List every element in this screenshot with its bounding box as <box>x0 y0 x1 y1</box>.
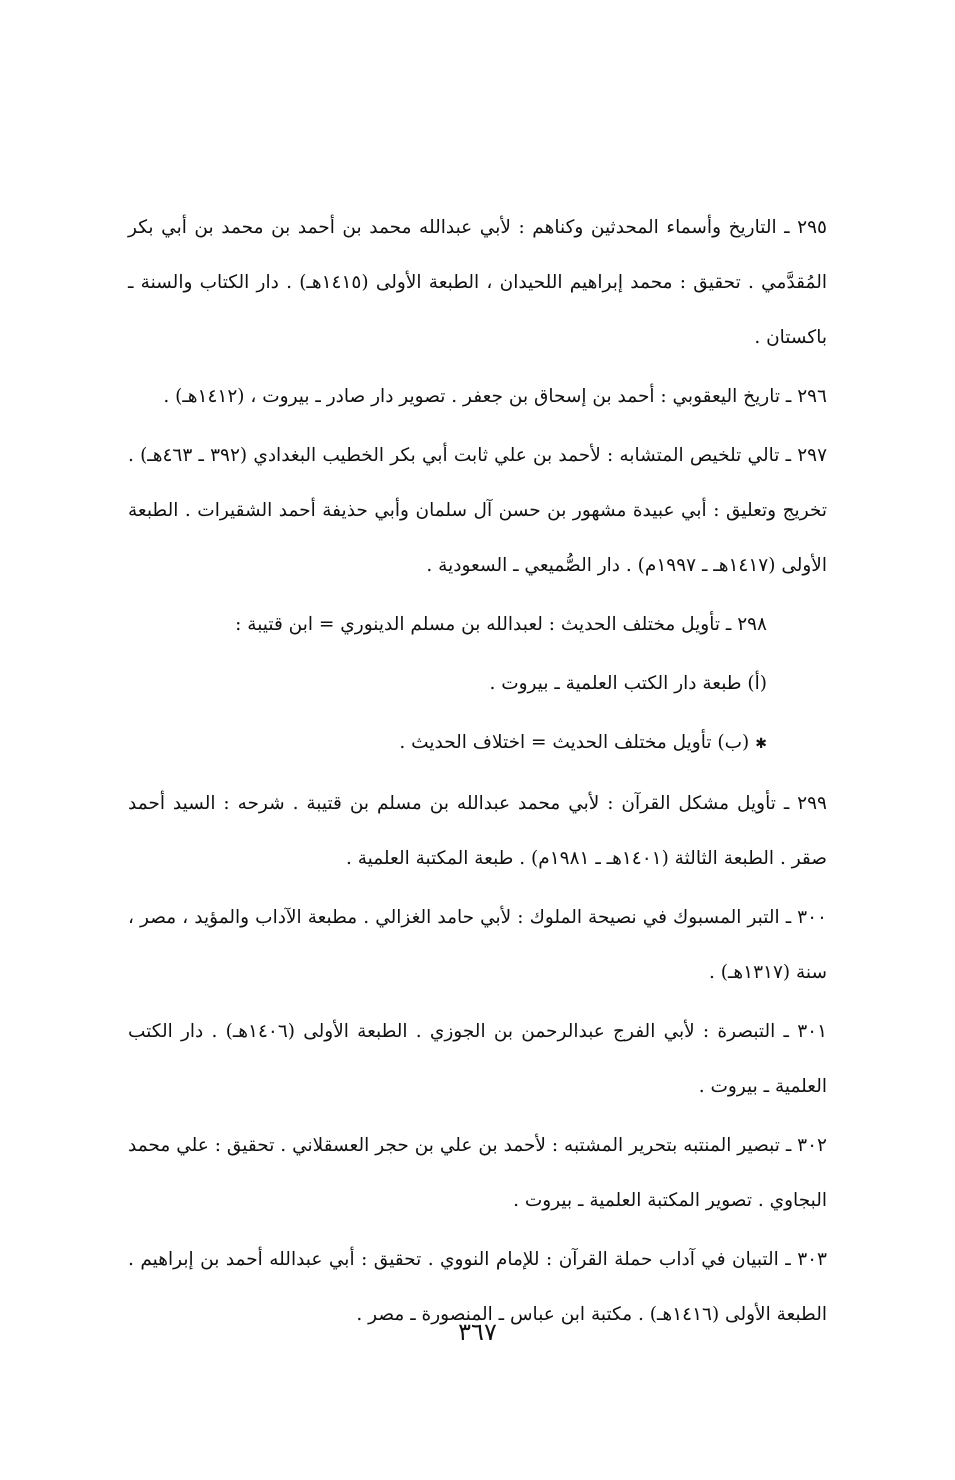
entry-text: تاريخ اليعقوبي : أحمد بن إسحاق بن جعفر . تصوير دار صادر ـ بيروت ، (١٤١٢هـ) . <box>163 386 780 407</box>
entry-text: التاريخ وأسماء المحدثين وكناهم : لأبي عبدالله محمد بن أحمد بن محمد بن أبي بكر المُقدَّمي . تحقيق : محمد إبراهيم اللحيدان ، الطبعة الأولى (١٤١٥هـ) . دار الكتاب والسنة ـ باكستان . <box>128 217 827 348</box>
entry-number: ٣٠٣ <box>797 1249 827 1270</box>
bibliography-entry-296 <box>128 369 827 424</box>
entry-separator: ـ <box>785 386 792 407</box>
entry-separator: ـ <box>785 1249 791 1270</box>
bibliography-entry-300 <box>128 890 827 1000</box>
bibliography-entry-295 <box>128 200 827 365</box>
entry-text: تالي تلخيص المتشابه : لأحمد بن علي ثابت أبي بكر الخطيب البغدادي (٣٩٢ ـ ٤٦٣هـ) . تخريج وتعليق : أبي عبيدة مشهور بن حسن آل سلمان وأبي حذيفة أحمد الشقيرات . الطبعة الأولى (١٤١٧هـ ـ ١٩٩٧م) . دار الصُّميعي ـ السعودية . <box>128 445 827 576</box>
bibliography-subentry-a: (أ) طبعة دار الكتب العلمية ـ بيروت . <box>489 673 767 694</box>
page-number: ٣٦٧ <box>458 1318 497 1346</box>
entry-text: التبر المسبوك في نصيحة الملوك : لأبي حامد الغزالي . مطبعة الآداب والمؤيد ، مصر ، سنة (١٣١٧هـ) . <box>128 907 827 983</box>
entry-separator: ـ <box>783 1021 789 1042</box>
subentry-text: (ب) تأويل مختلف الحديث = اختلاف الحديث . <box>399 732 750 753</box>
entry-separator: ـ <box>785 907 792 928</box>
entry-number: ٢٩٨ <box>737 614 767 635</box>
cross-reference-star-icon: ✱ <box>755 736 767 752</box>
entry-text: التبصرة : لأبي الفرج عبدالرحمن بن الجوزي . الطبعة الأولى (١٤٠٦هـ) . دار الكتب العلمية ـ بيروت . <box>128 1021 827 1097</box>
entry-number: ٢٩٥ <box>797 217 827 238</box>
entry-number: ٢٩٩ <box>797 793 827 814</box>
entry-number: ٢٩٦ <box>797 386 827 407</box>
bibliography-entry-301 <box>128 1004 827 1114</box>
bibliography-subentry-b <box>128 715 827 772</box>
bibliography-entry-297 <box>128 428 827 593</box>
bibliography-list <box>128 200 827 1346</box>
bibliography-entry-298 <box>128 597 827 652</box>
bibliography-entry-299 <box>128 776 827 886</box>
entry-text: تأويل مشكل القرآن : لأبي محمد عبدالله بن مسلم بن قتيبة . شرحه : السيد أحمد صقر . الطبعة الثالثة (١٤٠١هـ ـ ١٩٨١م) . طبعة المكتبة العلمية . <box>128 793 827 869</box>
entry-separator: ـ <box>783 793 790 814</box>
entry-text: تبصير المنتبه بتحرير المشتبه : لأحمد بن علي بن حجر العسقلاني . تحقيق : علي محمد البجاوي . تصوير المكتبة العلمية ـ بيروت . <box>128 1135 827 1211</box>
entry-number: ٣٠٠ <box>797 907 827 928</box>
entry-separator: ـ <box>785 1135 792 1156</box>
entry-separator: ـ <box>725 614 732 635</box>
entry-number: ٣٠١ <box>797 1021 828 1042</box>
entry-text: التبيان في آداب حملة القرآن : للإمام النووي . تحقيق : أبي عبدالله أحمد بن إبراهيم . الطبعة الأولى (١٤١٦هـ) . مكتبة ابن عباس ـ المنصورة ـ مصر . <box>128 1249 827 1325</box>
entry-number: ٢٩٧ <box>797 445 828 466</box>
entry-separator: ـ <box>785 445 791 466</box>
bibliography-entry-302 <box>128 1118 827 1228</box>
entry-separator: ـ <box>784 217 790 238</box>
entry-text: تأويل مختلف الحديث : لعبدالله بن مسلم الدينوري = ابن قتيبة : <box>235 614 720 635</box>
entry-number: ٣٠٢ <box>797 1135 827 1156</box>
